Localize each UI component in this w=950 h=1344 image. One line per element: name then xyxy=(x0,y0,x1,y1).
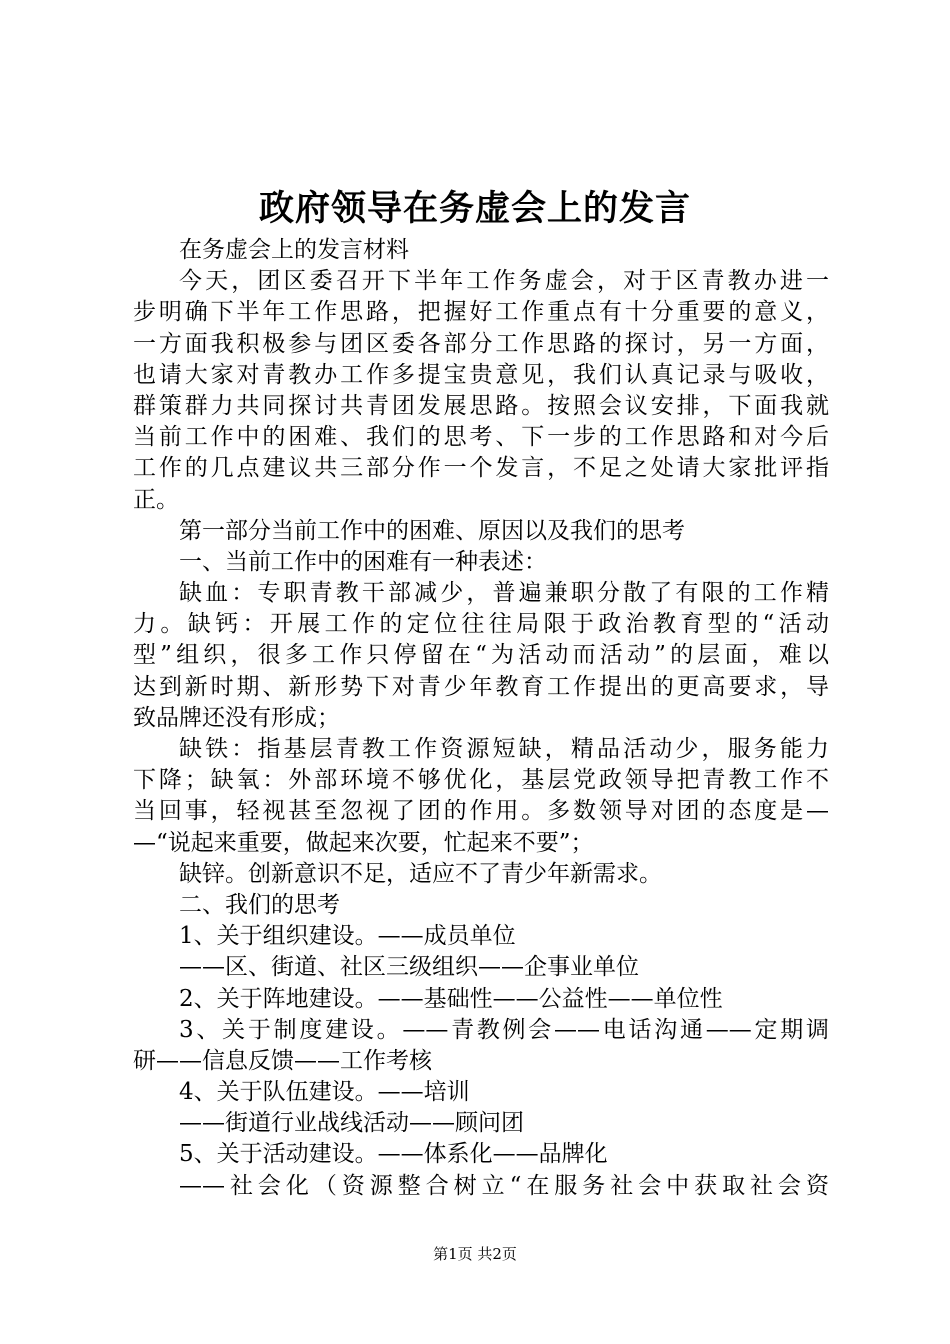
body-text-line: 群策群力共同探讨共青团发展思路。按照会议安排，下面我就 xyxy=(133,392,829,419)
body-text-line: ——社会化（资源整合树立“在服务社会中获取社会资 xyxy=(179,1172,829,1199)
page-footer: 第1页 共2页 xyxy=(433,1245,517,1263)
body-text-line: 正。 xyxy=(133,486,179,513)
body-text-line: 1、关于组织建设。——成员单位 xyxy=(179,923,516,950)
body-text-line: 型”组织，很多工作只停留在“为活动而活动”的层面，难以 xyxy=(133,642,829,669)
body-text-line: ——街道行业战线活动——顾问团 xyxy=(179,1110,524,1137)
body-text-line: 研——信息反馈——工作考核 xyxy=(133,1047,432,1074)
document-body xyxy=(133,235,829,1202)
body-text-line: 2、关于阵地建设。——基础性——公益性——单位性 xyxy=(179,985,723,1012)
body-text-line: 下降；缺氧：外部环境不够优化，基层党政领导把青教工作不 xyxy=(133,767,829,794)
document-title: 政府领导在务虚会上的发言 xyxy=(258,188,691,229)
body-text-line: 也请大家对青教办工作多提宝贵意见，我们认真记录与吸收， xyxy=(133,361,829,388)
body-text-line: 5、关于活动建设。——体系化——品牌化 xyxy=(179,1141,608,1168)
body-text-line: 一方面我积极参与团区委各部分工作思路的探讨，另一方面， xyxy=(133,330,829,357)
body-text-line: 达到新时期、新形势下对青少年教育工作提出的更高要求，导 xyxy=(133,673,829,700)
body-text-line: 缺铁：指基层青教工作资源短缺，精品活动少，服务能力 xyxy=(179,736,829,762)
body-text-line: 第一部分当前工作中的困难、原因以及我们的思考 xyxy=(179,517,685,544)
body-text-line: ——区、街道、社区三级组织——企事业单位 xyxy=(179,954,639,981)
body-text-line: 3、关于制度建设。——青教例会——电话沟通——定期调 xyxy=(179,1016,829,1043)
body-text-line: 一、当前工作中的困难有一种表述： xyxy=(179,548,547,575)
body-text-line: 力。缺钙：开展工作的定位往往局限于政治教育型的“活动 xyxy=(133,611,829,638)
body-text-line: 在务虚会上的发言材料 xyxy=(179,237,409,263)
body-text-line: 当前工作中的困难、我们的思考、下一步的工作思路和对今后 xyxy=(133,424,829,451)
body-text-line: 4、关于队伍建设。——培训 xyxy=(179,1079,470,1106)
body-text-line: 缺锌。创新意识不足，适应不了青少年新需求。 xyxy=(179,860,662,887)
body-text-line: 工作的几点建议共三部分作一个发言，不足之处请大家批评指 xyxy=(133,455,829,482)
body-text-line: 缺血：专职青教干部减少，普遍兼职分散了有限的工作精 xyxy=(179,580,829,607)
body-text-line: 致品牌还没有形成； xyxy=(133,704,340,731)
body-text-line: 当回事，轻视甚至忽视了团的作用。多数领导对团的态度是— xyxy=(133,798,829,825)
body-text-line: 步明确下半年工作思路，把握好工作重点有十分重要的意义， xyxy=(133,299,829,326)
body-text-line: 今天，团区委召开下半年工作务虚会，对于区青教办进一 xyxy=(179,268,829,295)
body-text-line: —“说起来重要，做起来次要，忙起来不要”； xyxy=(133,829,594,856)
body-text-line: 二、我们的思考 xyxy=(179,891,340,918)
